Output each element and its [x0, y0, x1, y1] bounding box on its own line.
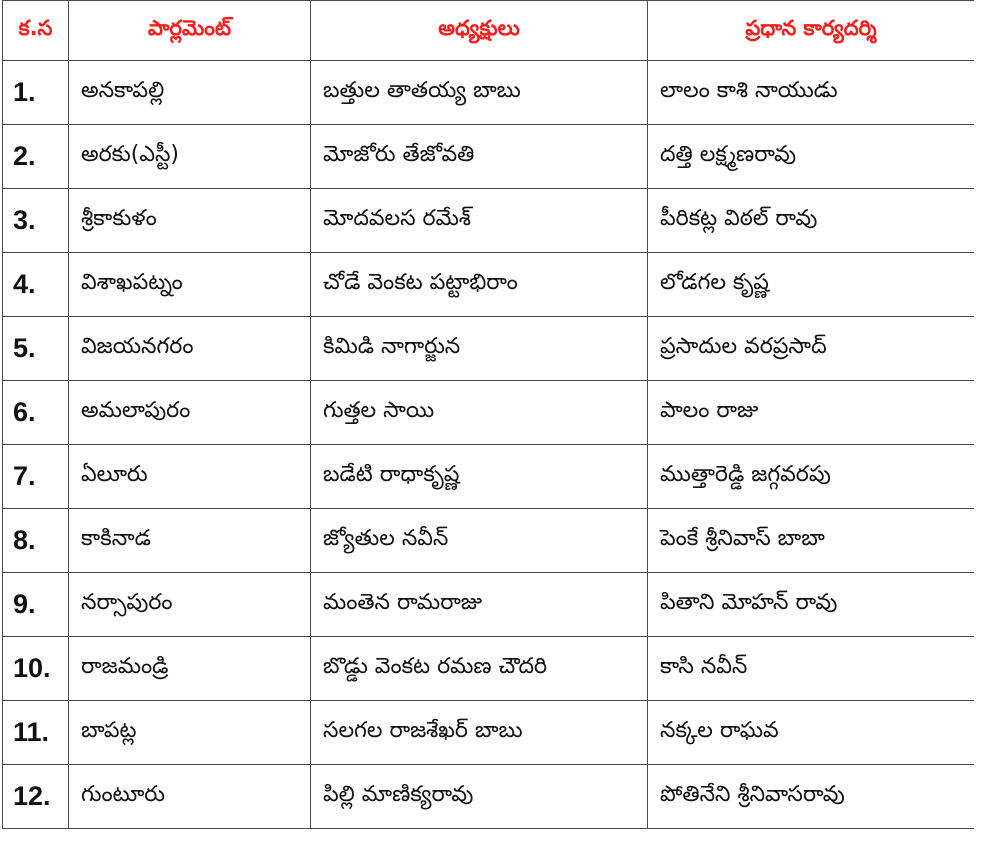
constituency-cell: అరకు(ఎస్టీ)	[69, 125, 311, 189]
table-row	[3, 253, 975, 317]
office-bearers-table	[2, 0, 975, 829]
secretary-cell: పోతినేని శ్రీనివాసరావు	[648, 765, 975, 829]
table-row	[3, 701, 975, 765]
row-number: 1.	[3, 61, 69, 125]
row-number: 3.	[3, 189, 69, 253]
row-number: 2.	[3, 125, 69, 189]
table-row	[3, 445, 975, 509]
table-header	[3, 1, 975, 61]
header-constituency: పార్లమెంట్	[69, 1, 311, 61]
secretary-cell: లాలం కాశి నాయుడు	[648, 61, 975, 125]
right-margin	[974, 0, 984, 846]
secretary-cell: పితాని మోహన్ రావు	[648, 573, 975, 637]
president-cell: మోదవలస రమేశ్	[311, 189, 648, 253]
constituency-cell: ఏలూరు	[69, 445, 311, 509]
table-body	[3, 61, 975, 829]
president-cell: బొడ్డు వెంకట రమణ చౌదరి	[311, 637, 648, 701]
row-number: 5.	[3, 317, 69, 381]
table-row	[3, 125, 975, 189]
header-serial: క.స	[3, 1, 69, 61]
constituency-cell: రాజమండ్రి	[69, 637, 311, 701]
president-cell: చోడే వెంకట పట్టాభిరాం	[311, 253, 648, 317]
president-cell: జ్యోతుల నవీన్	[311, 509, 648, 573]
secretary-cell: దత్తి లక్ష్మణరావు	[648, 125, 975, 189]
secretary-cell: ముత్తారెడ్డి జగ్గవరపు	[648, 445, 975, 509]
president-cell: మంతెన రామరాజు	[311, 573, 648, 637]
constituency-cell: కాకినాడ	[69, 509, 311, 573]
table-row	[3, 381, 975, 445]
row-number: 7.	[3, 445, 69, 509]
row-number: 4.	[3, 253, 69, 317]
table-row	[3, 573, 975, 637]
header-row	[3, 1, 975, 61]
president-cell: గుత్తల సాయి	[311, 381, 648, 445]
secretary-cell: నక్కల రాఘవ	[648, 701, 975, 765]
constituency-cell: శ్రీకాకుళం	[69, 189, 311, 253]
constituency-cell: అనకాపల్లి	[69, 61, 311, 125]
row-number: 11.	[3, 701, 69, 765]
header-president: అధ్యక్షులు	[311, 1, 648, 61]
president-cell: పిల్లి మాణిక్యరావు	[311, 765, 648, 829]
table-row	[3, 189, 975, 253]
secretary-cell: లోడగల కృష్ణ	[648, 253, 975, 317]
constituency-cell: నర్సాపురం	[69, 573, 311, 637]
secretary-cell: ప్రసాదుల వరప్రసాద్	[648, 317, 975, 381]
header-general-secretary: ప్రధాన కార్యదర్శి	[648, 1, 975, 61]
row-number: 8.	[3, 509, 69, 573]
row-number: 9.	[3, 573, 69, 637]
secretary-cell: కాసి నవీన్	[648, 637, 975, 701]
row-number: 6.	[3, 381, 69, 445]
table-row	[3, 61, 975, 125]
president-cell: సలగల రాజశేఖర్ బాబు	[311, 701, 648, 765]
constituency-cell: బాపట్ల	[69, 701, 311, 765]
table-row	[3, 317, 975, 381]
constituency-cell: గుంటూరు	[69, 765, 311, 829]
president-cell: కిమిడి నాగార్జున	[311, 317, 648, 381]
president-cell: బత్తుల తాతయ్య బాబు	[311, 61, 648, 125]
secretary-cell: పీరికట్ల విఠల్ రావు	[648, 189, 975, 253]
constituency-cell: విజయనగరం	[69, 317, 311, 381]
constituency-cell: అమలాపురం	[69, 381, 311, 445]
row-number: 12.	[3, 765, 69, 829]
table-row	[3, 637, 975, 701]
president-cell: బడేటి రాధాకృష్ణ	[311, 445, 648, 509]
secretary-cell: పెంకే శ్రీనివాస్ బాబా	[648, 509, 975, 573]
table-row	[3, 765, 975, 829]
constituency-cell: విశాఖపట్నం	[69, 253, 311, 317]
secretary-cell: పాలం రాజు	[648, 381, 975, 445]
row-number: 10.	[3, 637, 69, 701]
president-cell: మోజోరు తేజోవతి	[311, 125, 648, 189]
table-row	[3, 509, 975, 573]
